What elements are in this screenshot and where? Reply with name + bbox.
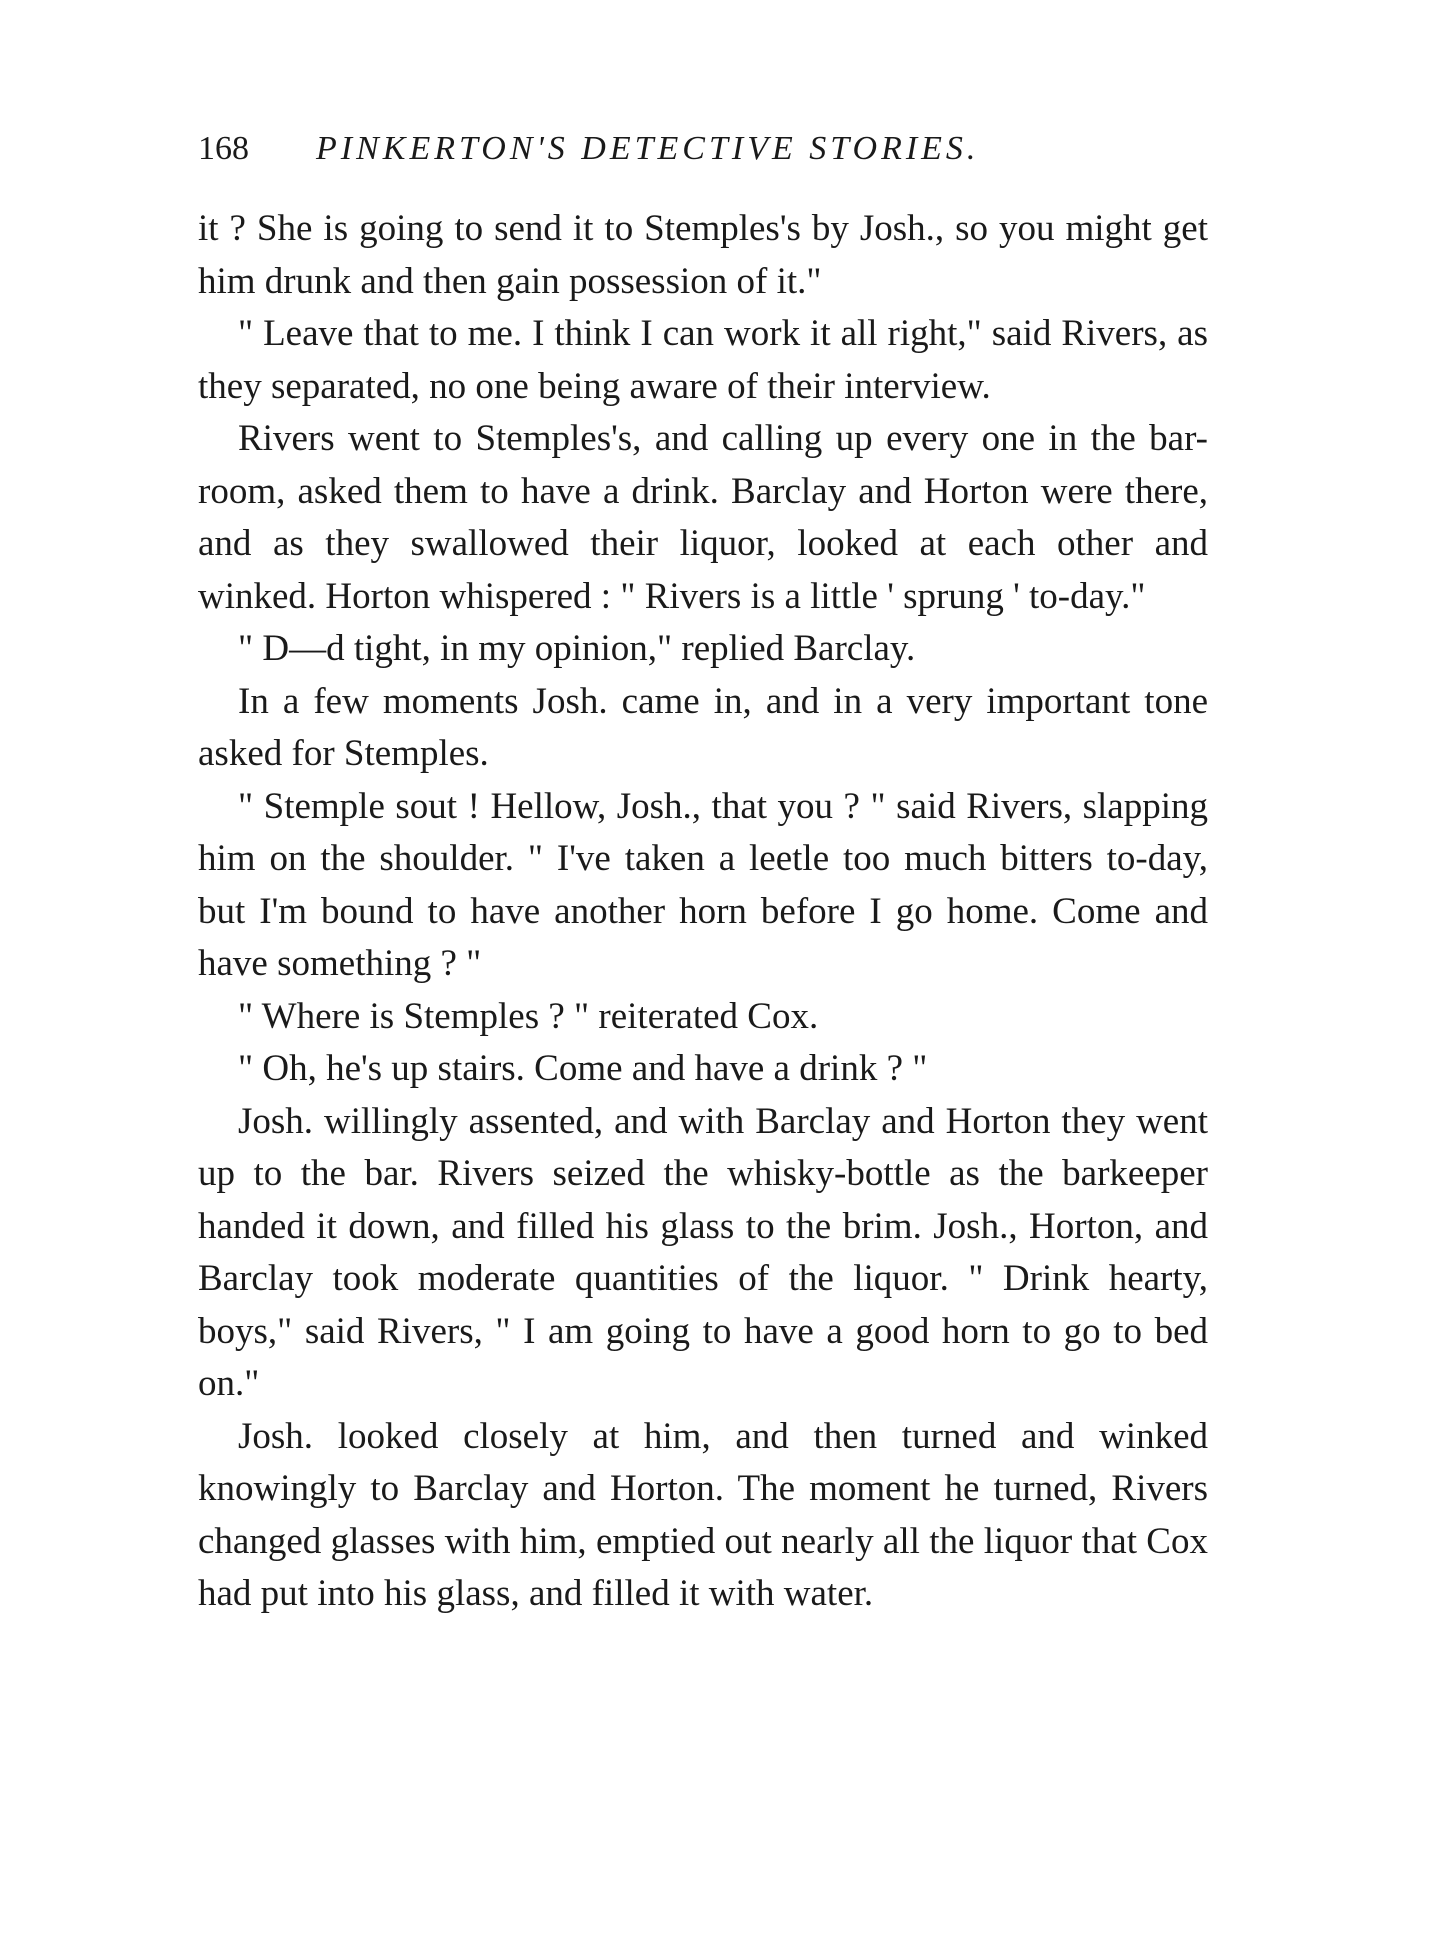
running-title: PINKERTON'S DETECTIVE STORIES.	[316, 130, 980, 167]
paragraph: " Leave that to me. I think I can work it all right," said Rivers, as they separated, no one being aware of their interview.	[198, 313, 1208, 407]
paragraph: Josh. looked closely at him, and then turned and winked knowingly to Barclay and Horton. The moment he turned, Rivers changed glasses with him, emptied out nearly all the liquor that Cox had put into his glass, and filled it with water.	[198, 1415, 1208, 1614]
paragraph-continued: it ? She is going to send it to Stemples's by Josh., so you might get him drunk and then gain possession of it."	[198, 208, 1208, 302]
body-text	[198, 203, 1208, 1621]
paragraph: In a few moments Josh. came in, and in a very important tone asked for Stemples.	[198, 680, 1208, 774]
paragraph: " D—d tight, in my opinion," replied Barclay.	[238, 628, 916, 669]
running-head	[198, 124, 1078, 174]
paragraph: Josh. willingly assented, and with Barclay and Horton they went up to the bar. Rivers seized the whisky-bottle as the barkeeper handed it down, and filled his glass to the brim. Josh., Horton, and Barclay took moderate quantities of the liquor. " Drink hearty, boys," said Rivers, " I am going to have a good horn to go to bed on."	[198, 1100, 1208, 1404]
paragraph: Rivers went to Stemples's, and calling up every one in the bar-room, asked them to have a drink. Barclay and Horton were there, and as they swallowed their liquor, looked at each other and winked. Horton whispered : " Rivers is a little ' sprung ' to-day."	[198, 418, 1208, 617]
page-number: 168	[198, 130, 249, 167]
paragraph: " Stemple sout ! Hellow, Josh., that you ? " said Rivers, slapping him on the shoulder. " I've taken a leetle too much bitters to-day, but I'm bound to have another horn before I go home. Come and have something ? "	[198, 785, 1208, 984]
paragraph: " Oh, he's up stairs. Come and have a drink ? "	[238, 1048, 928, 1089]
paragraph: " Where is Stemples ? " reiterated Cox.	[238, 995, 819, 1037]
